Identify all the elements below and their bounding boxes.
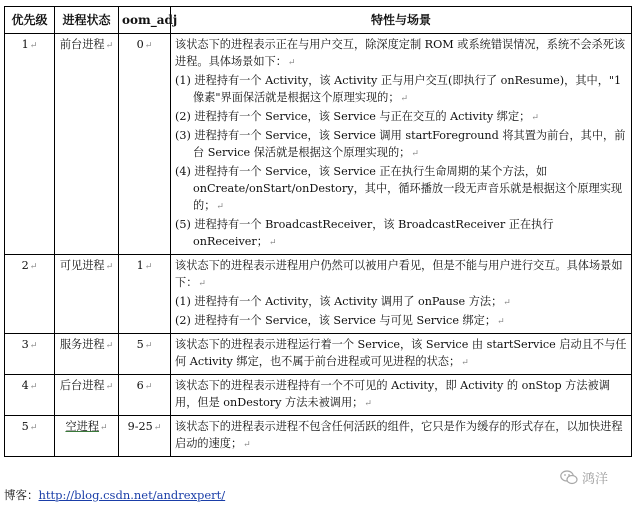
cell-features [171, 255, 632, 334]
features-intro: 该状态下的进程表示正在与用户交互，除深度定制 ROM 或系统错误情况，系统不会杀死该进程。具体场景如下：↵ [175, 38, 626, 68]
features-intro: 该状态下的进程表示进程运行着一个 Service，该 Service 由 startService 启动且不与任何 Activity 绑定，也不属于前台进程或可见进程的状态；↵ [175, 338, 627, 368]
features-intro: 该状态下的进程表示进程持有一个不可见的 Activity，即 Activity 的 onStop 方法被调用，但是 onDestory 方法未被调用；↵ [175, 379, 610, 409]
cell-priority: 1↵ [5, 34, 55, 255]
process-priority-table [4, 6, 632, 457]
cell-features [171, 416, 632, 457]
cell-state: 空进程↵ [55, 416, 119, 457]
cell-oom-adj: 6↵ [119, 375, 171, 416]
wechat-icon [560, 470, 578, 485]
header-state: 进程状态 [55, 7, 119, 34]
table-row [5, 334, 632, 375]
list-item: (1) 进程持有一个 Activity，该 Activity 调用了 onPause 方法；↵ [175, 295, 511, 308]
features-intro: 该状态下的进程表示进程用户仍然可以被用户看见，但是不能与用户进行交互。具体场景如下：↵ [175, 259, 623, 289]
table-row [5, 416, 632, 457]
list-item: (3) 进程持有一个 Service，该 Service 调用 startForeground 将其置为前台，其中，前台 Service 保活就是根据这个原理实现的；↵ [175, 129, 626, 159]
cell-priority: 5↵ [5, 416, 55, 457]
document [4, 6, 632, 457]
table-header-row [5, 7, 632, 34]
cell-oom-adj: 9-25↵ [119, 416, 171, 457]
cell-state: 前台进程↵ [55, 34, 119, 255]
table-row [5, 375, 632, 416]
table-row [5, 255, 632, 334]
list-item: (1) 进程持有一个 Activity，该 Activity 正与用户交互(即执行了 onResume)，其中，"1 像素"界面保活就是根据这个原理实现的；↵ [175, 74, 622, 104]
cell-features [171, 375, 632, 416]
header-features: 特性与场景 [171, 7, 632, 34]
cell-priority: 3↵ [5, 334, 55, 375]
blog-link[interactable]: http://blog.csdn.net/andrexpert/ [38, 488, 226, 502]
table-row [5, 34, 632, 255]
header-oom-adj: oom_adj [119, 7, 171, 34]
list-item: (2) 进程持有一个 Service，该 Service 与正在交互的 Activity 绑定；↵ [175, 110, 539, 123]
header-priority: 优先级 [5, 7, 55, 34]
watermark-text: 鸿洋 [582, 472, 609, 487]
cell-state: 服务进程↵ [55, 334, 119, 375]
cell-oom-adj: 1↵ [119, 255, 171, 334]
cell-oom-adj: 0↵ [119, 34, 171, 255]
list-item: (4) 进程持有一个 Service，该 Service 正在执行生命周期的某个方法，如 onCreate/onStart/onDestory，其中，循环播放一段无声音乐就是根据这个原理实现的；↵ [175, 165, 623, 212]
cell-state: 后台进程↵ [55, 375, 119, 416]
cell-oom-adj: 5↵ [119, 334, 171, 375]
cell-priority: 2↵ [5, 255, 55, 334]
cell-features [171, 334, 632, 375]
features-intro: 该状态下的进程表示进程不包含任何活跃的组件，它只是作为缓存的形式存在，以加快进程启动的速度；↵ [175, 420, 623, 450]
cell-features [171, 34, 632, 255]
blog-footer [4, 487, 225, 503]
watermark [560, 468, 608, 487]
list-item: (2) 进程持有一个 Service，该 Service 与可见 Service 绑定；↵ [175, 314, 505, 327]
list-item: (5) 进程持有一个 BroadcastReceiver，该 BroadcastReceiver 正在执行 onReceiver；↵ [175, 218, 554, 248]
cell-state: 可见进程↵ [55, 255, 119, 334]
cell-priority: 4↵ [5, 375, 55, 416]
footer-label: 博客： [4, 488, 39, 502]
